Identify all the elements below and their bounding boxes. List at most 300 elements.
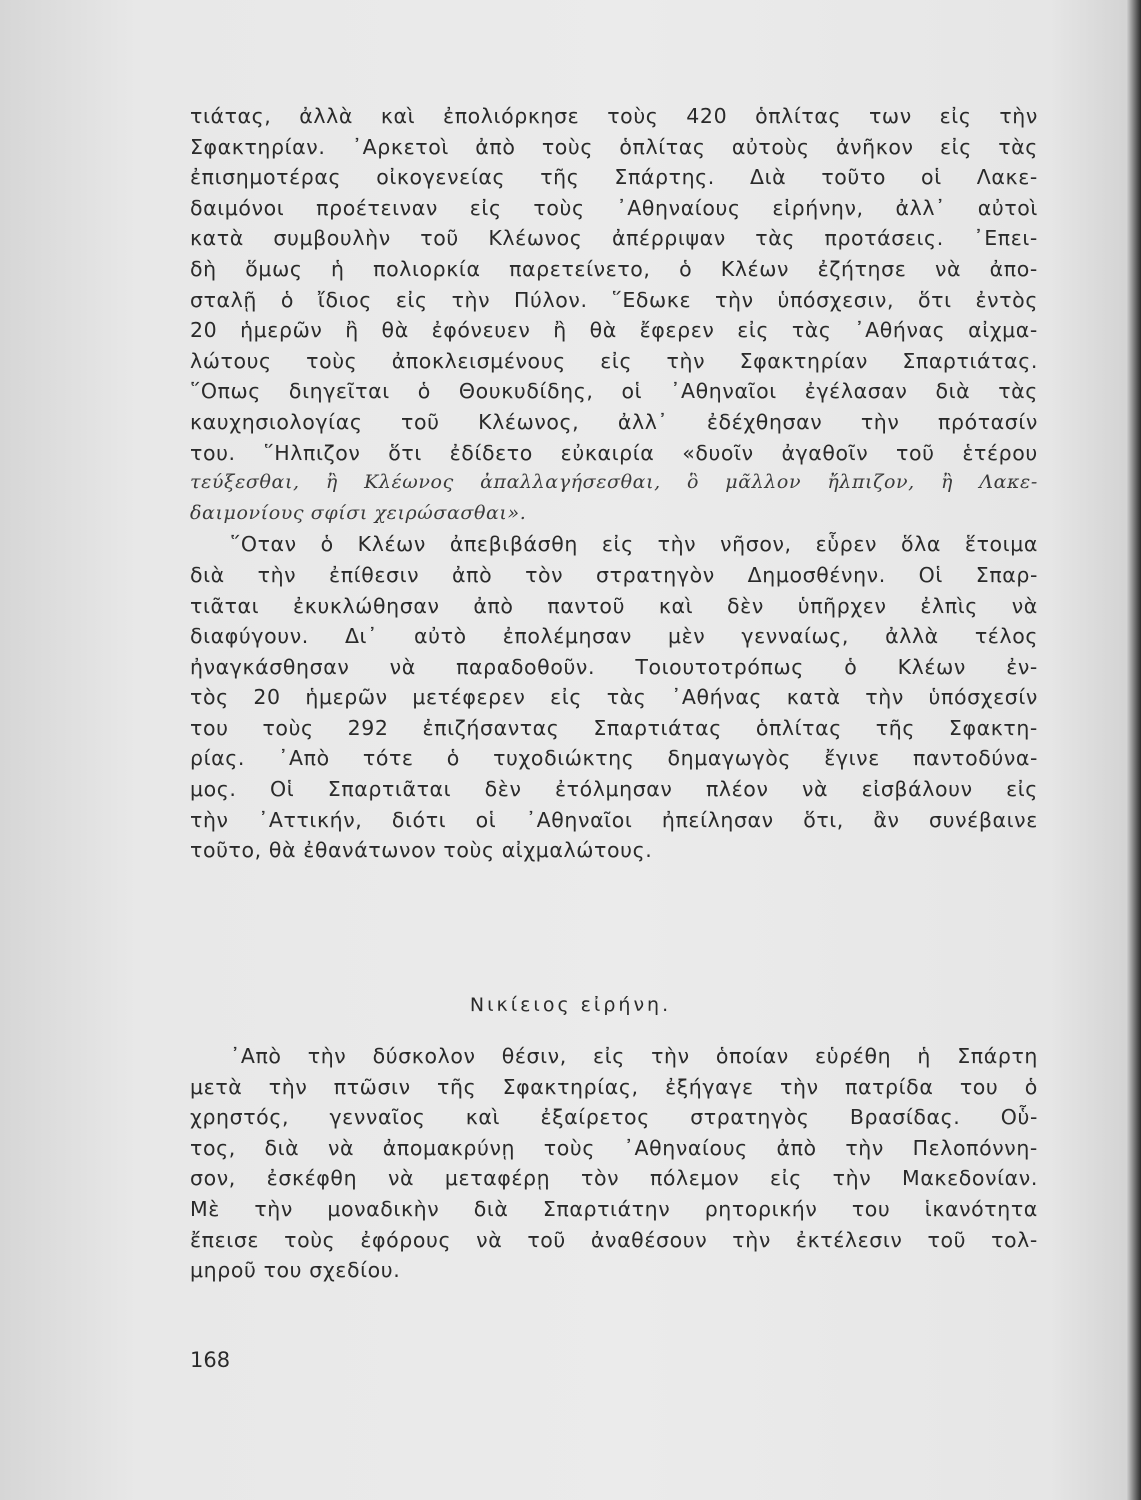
- word: ἐπολέμησαν: [502, 624, 632, 649]
- word: Σφακτη-: [948, 715, 1038, 740]
- word: ἀπὸ: [473, 593, 514, 618]
- word: Σπάρτης.: [614, 165, 715, 190]
- text-line: [190, 532, 1038, 563]
- word: νὰ: [389, 654, 416, 679]
- word: ἀπομακρύνῃ: [382, 1135, 516, 1160]
- word: τὴν: [845, 1135, 884, 1160]
- word: ἔφερεν: [639, 318, 715, 343]
- text-line: [190, 716, 1038, 747]
- word: ἴδιος: [317, 287, 372, 312]
- word: ἠναγκάσθησαν: [190, 654, 350, 679]
- word: Μακεδονίαν.: [902, 1166, 1038, 1191]
- word: τὴν: [657, 532, 697, 557]
- word: του: [959, 1074, 999, 1099]
- word: ἔγινε: [824, 746, 880, 771]
- word: αἰχμα-: [968, 318, 1038, 343]
- word: δημαγωγὸς: [667, 746, 792, 771]
- word: τὸν: [525, 562, 564, 587]
- word: ἀλλ᾿: [895, 195, 946, 220]
- word: τὸς: [190, 685, 229, 710]
- word: οἰκογενείας: [376, 165, 506, 190]
- word: ἐτόλμησαν: [554, 777, 673, 802]
- word: ἢ: [325, 471, 338, 494]
- word: ὅτι: [388, 440, 422, 465]
- word: ᾿Επει-: [973, 226, 1038, 251]
- word: διαφύγουν.: [190, 624, 309, 649]
- word: τιᾶται: [190, 593, 260, 618]
- word: τῆς: [875, 715, 915, 740]
- word: τὴν: [715, 287, 754, 312]
- text-line: [190, 594, 1038, 625]
- word: τοὺς: [543, 1135, 595, 1160]
- word: Μὲ: [190, 1196, 220, 1221]
- word: δαιμόνοι: [190, 195, 285, 220]
- word: τότε: [362, 746, 414, 771]
- word: τὴν: [732, 1227, 771, 1252]
- word: μᾶλλον: [725, 471, 802, 494]
- word: ἐπιζήσαντας: [422, 715, 560, 740]
- word: τοὺς: [533, 195, 585, 220]
- text-line: [190, 1228, 1038, 1259]
- word: ὑπόσχεσίν: [928, 685, 1038, 710]
- text-line: [190, 624, 1038, 655]
- word: τὰς: [755, 226, 795, 251]
- word: τὴν: [268, 1074, 308, 1099]
- word: τοῦ: [896, 440, 935, 465]
- word: τοὺς: [607, 104, 659, 128]
- word: τιάτας,: [190, 104, 272, 128]
- word: ὁπλίτας: [755, 715, 842, 740]
- word: τῆς: [437, 1074, 477, 1099]
- text-line: τοῦτο, θὰ ἐθανάτωνον τοὺς αἰχμαλώτους.: [190, 838, 653, 863]
- word: ἐκυκλώθησαν: [293, 593, 440, 618]
- word: ῞Οπως: [190, 379, 261, 404]
- text-block-upper: [190, 104, 1038, 869]
- word: διὰ: [190, 562, 225, 587]
- word: τυχοδιώκτης: [493, 746, 635, 771]
- word: του: [190, 715, 229, 740]
- word: ἱκανότητα: [924, 1196, 1038, 1221]
- word: ὁ: [417, 379, 431, 404]
- word: καὶ: [465, 1105, 501, 1130]
- word: θὰ: [589, 318, 617, 343]
- word: ἡμερῶν: [305, 685, 388, 710]
- word: ῞Ηλπιζον: [263, 440, 361, 465]
- text-line: μηροῦ του σχεδίου.: [190, 1258, 401, 1283]
- word: στρατηγὸν: [596, 562, 715, 587]
- word: ἤλπιζον,: [827, 471, 915, 494]
- section-heading: Νικίειος εἰρήνη.: [469, 994, 672, 1016]
- word: τὴν: [860, 409, 900, 434]
- word: νῆσον,: [720, 532, 792, 557]
- word: «δυοῖν: [682, 440, 754, 465]
- word: ἡμερῶν: [240, 318, 323, 343]
- word: ἐδίδετο: [449, 440, 533, 465]
- word: Λακε-: [976, 165, 1038, 190]
- word: ῞Οταν: [230, 532, 297, 557]
- word: Κλέωνος: [488, 226, 583, 251]
- text-line: [190, 410, 1038, 441]
- word: ἀπέρριψαν: [611, 226, 726, 251]
- word: τὴν: [865, 685, 904, 710]
- word: ᾿Αθήνας: [854, 318, 946, 343]
- word: ὁ: [280, 287, 295, 312]
- text-line: [190, 257, 1038, 288]
- word: 20: [190, 318, 218, 343]
- word: σον,: [190, 1166, 236, 1191]
- quote-line: δαιμονίους σφίσι χειρώσασθαι».: [190, 501, 527, 524]
- word: τὴν: [651, 1044, 690, 1068]
- word: νὰ: [934, 256, 962, 281]
- word: εἰς: [395, 287, 428, 312]
- word: νὰ: [801, 777, 829, 802]
- word: ἀποκλεισμένους: [391, 348, 566, 373]
- word: παρετείνετο,: [509, 256, 651, 281]
- word: Κλέων: [720, 256, 790, 281]
- text-line: [190, 196, 1038, 227]
- text-line: [190, 104, 1038, 135]
- word: ἐγέλασαν: [804, 379, 908, 404]
- text-line: [190, 1044, 1038, 1075]
- word: οἱ: [621, 379, 643, 404]
- word: μοναδικὴν: [327, 1196, 440, 1221]
- word: Οἱ: [918, 562, 943, 587]
- word: ἢ: [553, 318, 567, 343]
- word: εἰς: [600, 348, 633, 373]
- word: τοὺς: [262, 715, 314, 740]
- word: πρότασίν: [938, 409, 1038, 434]
- word: ᾿Αττικήν,: [258, 807, 363, 832]
- word: συνέβαινε: [929, 807, 1038, 832]
- word: εἰσβάλουν: [861, 777, 973, 802]
- text-line: [190, 165, 1038, 196]
- word: τὸν: [581, 1166, 620, 1191]
- word: ὅτι: [917, 287, 952, 312]
- word: ἐν-: [1006, 654, 1038, 679]
- word: τοῦ: [420, 226, 459, 251]
- word: ὁ: [679, 256, 693, 281]
- text-line: [190, 349, 1038, 380]
- word: εὐκαιρία: [560, 440, 655, 465]
- word: καὶ: [380, 104, 416, 128]
- word: ἔπεισε: [190, 1227, 260, 1252]
- word: παντοδύνα-: [913, 746, 1038, 771]
- word: Διὰ: [750, 165, 787, 190]
- word: ἐπολιόρκησε: [443, 104, 580, 128]
- word: πόλεμον: [649, 1166, 740, 1191]
- word: ἀπο-: [989, 256, 1038, 281]
- text-line: [190, 1136, 1038, 1167]
- word: εἰς: [737, 318, 770, 343]
- word: καυχησιολογίας: [190, 409, 363, 434]
- word: Βρασίδας.: [849, 1105, 961, 1130]
- word: ρίας.: [190, 746, 246, 771]
- word: ἐπισημοτέρας: [190, 165, 342, 190]
- text-block-lower: [190, 1044, 1038, 1289]
- text-line: [190, 808, 1038, 839]
- word: Δημοσθένην.: [747, 562, 886, 587]
- word: ᾿Αθηναῖοι: [670, 379, 777, 404]
- word: ἐπίθεσιν: [329, 562, 420, 587]
- word: ᾿Αθηναίους: [623, 1135, 748, 1160]
- word: τὰς: [606, 685, 647, 710]
- quote-line: [190, 471, 1038, 502]
- text-line: [190, 441, 1038, 472]
- word: Σπάρτη: [957, 1044, 1038, 1068]
- word: λώτους: [190, 348, 272, 373]
- word: γενναῖος: [329, 1105, 426, 1130]
- word: του: [851, 1196, 891, 1221]
- word: ἐντὸς: [975, 287, 1038, 312]
- word: ἡ: [331, 256, 345, 281]
- text-line: [190, 1105, 1038, 1136]
- word: Σφακτηρίαν: [739, 348, 868, 373]
- word: 292: [347, 715, 389, 740]
- word: τοῦτο: [821, 165, 886, 190]
- word: ὁ: [320, 532, 334, 557]
- word: ἀλλ᾿: [617, 409, 669, 434]
- word: παντοῦ: [547, 593, 626, 618]
- word: νὰ: [1011, 593, 1038, 618]
- word: τὴν: [832, 1166, 872, 1191]
- word: τὰς: [791, 318, 832, 343]
- word: τὴν: [307, 1044, 347, 1068]
- word: εἰς: [593, 1044, 625, 1068]
- text-line: [190, 379, 1038, 410]
- word: διηγεῖται: [288, 379, 390, 404]
- word: διὰ: [264, 1135, 300, 1160]
- word: ὁ: [446, 746, 460, 771]
- text-line: [190, 685, 1038, 716]
- word: Κλέων: [357, 532, 426, 557]
- word: τοῦ: [401, 409, 440, 434]
- word: Λακε-: [979, 471, 1038, 494]
- text-line: [190, 563, 1038, 594]
- word: μετέφερεν: [412, 685, 526, 710]
- word: ἀλλὰ: [299, 104, 353, 128]
- word: δὲν: [727, 593, 764, 618]
- word: παραδοθοῦν.: [456, 654, 596, 679]
- word: τὴν: [780, 1074, 819, 1099]
- word: αὐτὸ: [414, 624, 467, 649]
- word: Σπαρ-: [975, 562, 1038, 587]
- text-line: [190, 135, 1038, 166]
- word: εἰς: [939, 104, 972, 128]
- word: οἱ: [921, 165, 942, 190]
- word: γενναίως,: [741, 624, 850, 649]
- word: ἐδέχθησαν: [706, 409, 823, 434]
- word: τεύξεσθαι,: [190, 471, 300, 494]
- word: διότι: [391, 807, 447, 832]
- word: ὁ: [844, 654, 858, 679]
- word: ἑτέρου: [962, 440, 1038, 465]
- word: τὴν: [666, 348, 706, 373]
- word: ρητορικήν: [704, 1196, 818, 1221]
- word: ἐξαίρετος: [540, 1105, 650, 1130]
- word: τοῦ: [527, 1227, 566, 1252]
- word: τοῦ: [927, 1227, 967, 1252]
- word: ὑπόσχεσιν,: [777, 287, 895, 312]
- word: ὁ: [1024, 1074, 1038, 1099]
- word: τὰς: [998, 134, 1038, 159]
- word: διὰ: [935, 379, 971, 404]
- word: μὲν: [667, 624, 706, 649]
- word: τὴν: [257, 562, 297, 587]
- word: ὅμως: [245, 256, 303, 281]
- word: ἢ: [941, 471, 954, 494]
- word: Τοιουτοτρόπως: [635, 654, 804, 679]
- word: ἢ: [345, 318, 359, 343]
- word: εἰς: [939, 134, 972, 159]
- word: νὰ: [327, 1135, 355, 1160]
- word: εὑρέθη: [815, 1044, 892, 1068]
- word: εὗρεν: [815, 532, 878, 557]
- text-line: [190, 288, 1038, 319]
- word: Πύλον.: [514, 287, 588, 312]
- text-line: [190, 777, 1038, 808]
- word: ᾿Απὸ: [278, 746, 330, 771]
- word: οἱ: [475, 807, 497, 832]
- word: ἐσκέφθη: [266, 1166, 358, 1191]
- word: τὴν: [254, 1196, 293, 1221]
- word: τοὺς: [306, 348, 358, 373]
- word: εἰς: [601, 532, 634, 557]
- word: ἀπαλλαγήσεσθαι,: [480, 471, 661, 494]
- text-line: [190, 226, 1038, 257]
- text-line: [190, 1075, 1038, 1106]
- word: εἰς: [469, 195, 502, 220]
- word: τὴν: [999, 104, 1038, 128]
- word: θέσιν,: [501, 1044, 567, 1068]
- word: ὁπλίτας: [619, 134, 706, 159]
- word: ᾿Αθηναῖοι: [525, 807, 633, 832]
- word: Σπαρτιάτην: [542, 1196, 671, 1221]
- word: μετὰ: [190, 1074, 243, 1099]
- word: ἀναθέσουν: [590, 1227, 708, 1252]
- word: ὁπλίτας: [755, 104, 842, 128]
- word: ἐλπὶς: [920, 593, 978, 618]
- word: ᾿Αρκετοὶ: [351, 134, 449, 159]
- word: τὰς: [998, 379, 1038, 404]
- word: ἀπὸ: [452, 562, 493, 587]
- page-number: 168: [190, 1348, 231, 1372]
- text-line: [190, 1197, 1038, 1228]
- word: ἀπὸ: [776, 1135, 817, 1160]
- word: κατὰ: [190, 226, 244, 251]
- word: ἀλλὰ: [885, 624, 939, 649]
- word: πατρίδα: [845, 1074, 934, 1099]
- word: μος.: [190, 777, 237, 802]
- word: ὅλα: [900, 532, 941, 557]
- word: τοὺς: [541, 134, 594, 159]
- word: αὐτοὶ: [977, 195, 1038, 220]
- word: ὃ: [686, 471, 700, 494]
- word: ῞Εδωκε: [611, 287, 692, 312]
- word: Κλέων: [897, 654, 966, 679]
- word: ὑπῆρχεν: [797, 593, 887, 618]
- word: θὰ: [381, 318, 409, 343]
- word: ἐκτέλεσιν: [795, 1227, 903, 1252]
- word: των: [868, 104, 912, 128]
- word: στρατηγὸς: [690, 1105, 810, 1130]
- word: τὴν: [451, 287, 491, 312]
- word: πολιορκία: [373, 256, 481, 281]
- text-line: [190, 318, 1038, 349]
- word: ὁποίαν: [715, 1044, 789, 1068]
- word: Σφακτηρίας,: [502, 1074, 639, 1099]
- word: 20: [253, 685, 281, 710]
- word: Πελοπόννη-: [912, 1135, 1038, 1160]
- word: δὲν: [484, 777, 522, 802]
- word: Σπαρτιάτας: [593, 715, 722, 740]
- word: Κλέωνος,: [478, 409, 580, 434]
- word: ὅτι,: [803, 807, 844, 832]
- word: ἀγαθοῖν: [781, 440, 869, 465]
- word: κατὰ: [786, 685, 841, 710]
- word: τοὺς: [284, 1227, 336, 1252]
- word: προέτειναν: [316, 195, 438, 220]
- text-line: [190, 1166, 1038, 1197]
- word: τολ-: [991, 1227, 1038, 1252]
- word: ᾿Αθηναίους: [616, 195, 741, 220]
- word: αὐτοὺς: [731, 134, 810, 159]
- word: Δι᾿: [344, 624, 378, 649]
- word: του.: [190, 440, 236, 465]
- word: 420: [686, 104, 728, 128]
- word: δύσκολον: [372, 1044, 476, 1068]
- word: τέλος: [974, 624, 1038, 649]
- word: τος,: [190, 1135, 236, 1160]
- text-line: [190, 746, 1038, 777]
- word: ἐξήγαγε: [665, 1074, 754, 1099]
- text-line: [190, 655, 1038, 686]
- word: Οἱ: [270, 777, 295, 802]
- word: καὶ: [658, 593, 694, 618]
- word: νὰ: [387, 1166, 415, 1191]
- word: εἰς: [770, 1166, 802, 1191]
- word: ἂν: [873, 807, 900, 832]
- word: εἰς: [550, 685, 583, 710]
- word: ἀνῆκον: [835, 134, 914, 159]
- word: χρηστός,: [190, 1105, 290, 1130]
- word: ἀπεβιβάσθη: [449, 532, 578, 557]
- word: προτάσεις.: [824, 226, 944, 251]
- word: πτῶσιν: [333, 1074, 411, 1099]
- word: ἕτοιμα: [964, 532, 1038, 557]
- word: εἰρήνην,: [772, 195, 864, 220]
- word: Σπαρτιάτας.: [902, 348, 1038, 373]
- word: ἀπὸ: [475, 134, 516, 159]
- page-edge-shadow: [1127, 0, 1141, 1500]
- word: Σπαρτιᾶται: [327, 777, 452, 802]
- word: ἐφόνευεν: [431, 318, 531, 343]
- word: δὴ: [190, 256, 217, 281]
- word: τῆς: [540, 165, 580, 190]
- word: μεταφέρῃ: [444, 1166, 551, 1191]
- word: ᾿Απὸ: [230, 1044, 282, 1068]
- word: Σφακτηρίαν.: [190, 134, 326, 159]
- word: πλέον: [705, 777, 769, 802]
- word: ᾿Αθήνας: [671, 685, 763, 710]
- word: ἐφόρους: [360, 1227, 452, 1252]
- word: σταλῇ: [190, 287, 257, 312]
- word: συμβουλὴν: [273, 226, 391, 251]
- word: ἡ: [917, 1044, 932, 1068]
- word: ἐζήτησε: [817, 256, 907, 281]
- word: νὰ: [476, 1227, 503, 1252]
- word: Θουκυδίδης,: [458, 379, 594, 404]
- word: εἰς: [1006, 777, 1038, 802]
